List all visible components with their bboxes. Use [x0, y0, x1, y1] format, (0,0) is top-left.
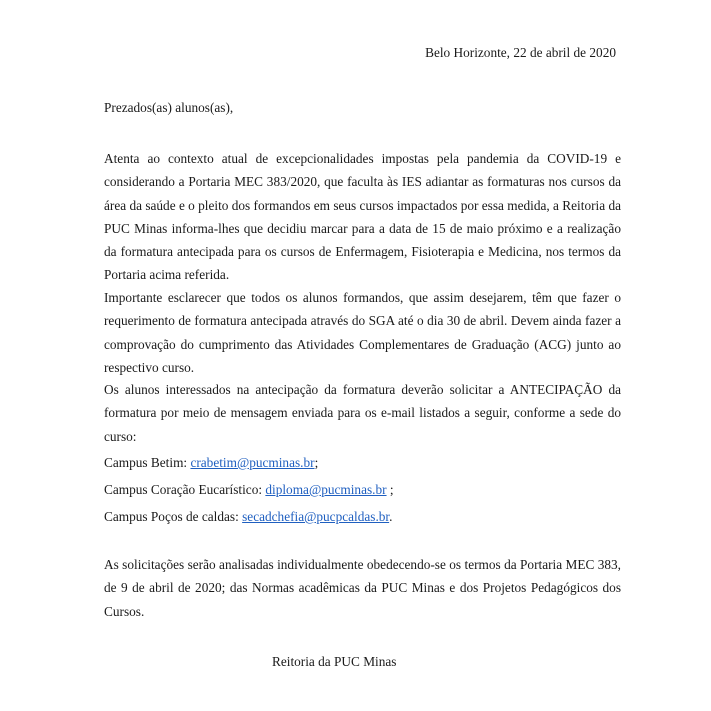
- campus-betim: [104, 454, 318, 472]
- campus-label: Campus Poços de caldas:: [104, 509, 243, 524]
- campus-suffix: ;: [386, 482, 394, 497]
- greeting: Prezados(as) alunos(as),: [104, 100, 234, 115]
- paragraph-analysis: As solicitações serão analisadas individualmente obedecendo-se os termos da Portaria MEC 383, de 9 de abril de 2020; das Normas acadêmicas da PUC Minas e dos Projetos Pedagógicos dos Cursos.: [104, 557, 621, 619]
- paragraph-instructions: Os alunos interessados na antecipação da formatura deverão solicitar a ANTECIPAÇÃO da formatura por meio de mensagem enviada para os e-mail listados a seguir, conforme a sede do curso:: [104, 382, 621, 444]
- campus-pocos-de-caldas: [104, 508, 392, 526]
- signature: Reitoria da PUC Minas: [272, 654, 397, 669]
- date-line: Belo Horizonte, 22 de abril de 2020: [425, 45, 616, 60]
- campus-label: Campus Coração Eucarístico:: [104, 482, 266, 497]
- email-link-betim[interactable]: crabetim@pucminas.br: [190, 455, 315, 470]
- campus-label: Campus Betim:: [104, 455, 191, 470]
- email-link-pocos-de-caldas[interactable]: secadchefia@pucpcaldas.br: [242, 509, 390, 524]
- paragraph-context: Atenta ao contexto atual de excepcionalidades impostas pela pandemia da COVID-19 e considerando a Portaria MEC 383/2020, que faculta às IES adiantar as formaturas nos cursos da área da saúde e o pleito dos formandos em seus cursos impactados por essa medida, a Reitoria da PUC Minas informa-lhes que decidiu marcar para a data de 15 de maio próximo e a realização da formatura antecipada para os cursos de Enfermagem, Fisioterapia e Medicina, nos termos da Portaria acima referida.: [104, 151, 621, 283]
- campus-suffix: .: [389, 509, 393, 524]
- paragraph-requirement: Importante esclarecer que todos os alunos formandos, que assim desejarem, têm que fazer o requerimento de formatura antecipada através do SGA até o dia 30 de abril. Devem ainda fazer a comprovação do cumprimento das Atividades Complementares de Graduação (ACG) junto ao respectivo curso.: [104, 290, 621, 375]
- campus-coracao-eucaristico: [104, 481, 394, 499]
- email-link-coracao-eucaristico[interactable]: diploma@pucminas.br: [265, 482, 387, 497]
- campus-suffix: ;: [314, 455, 319, 470]
